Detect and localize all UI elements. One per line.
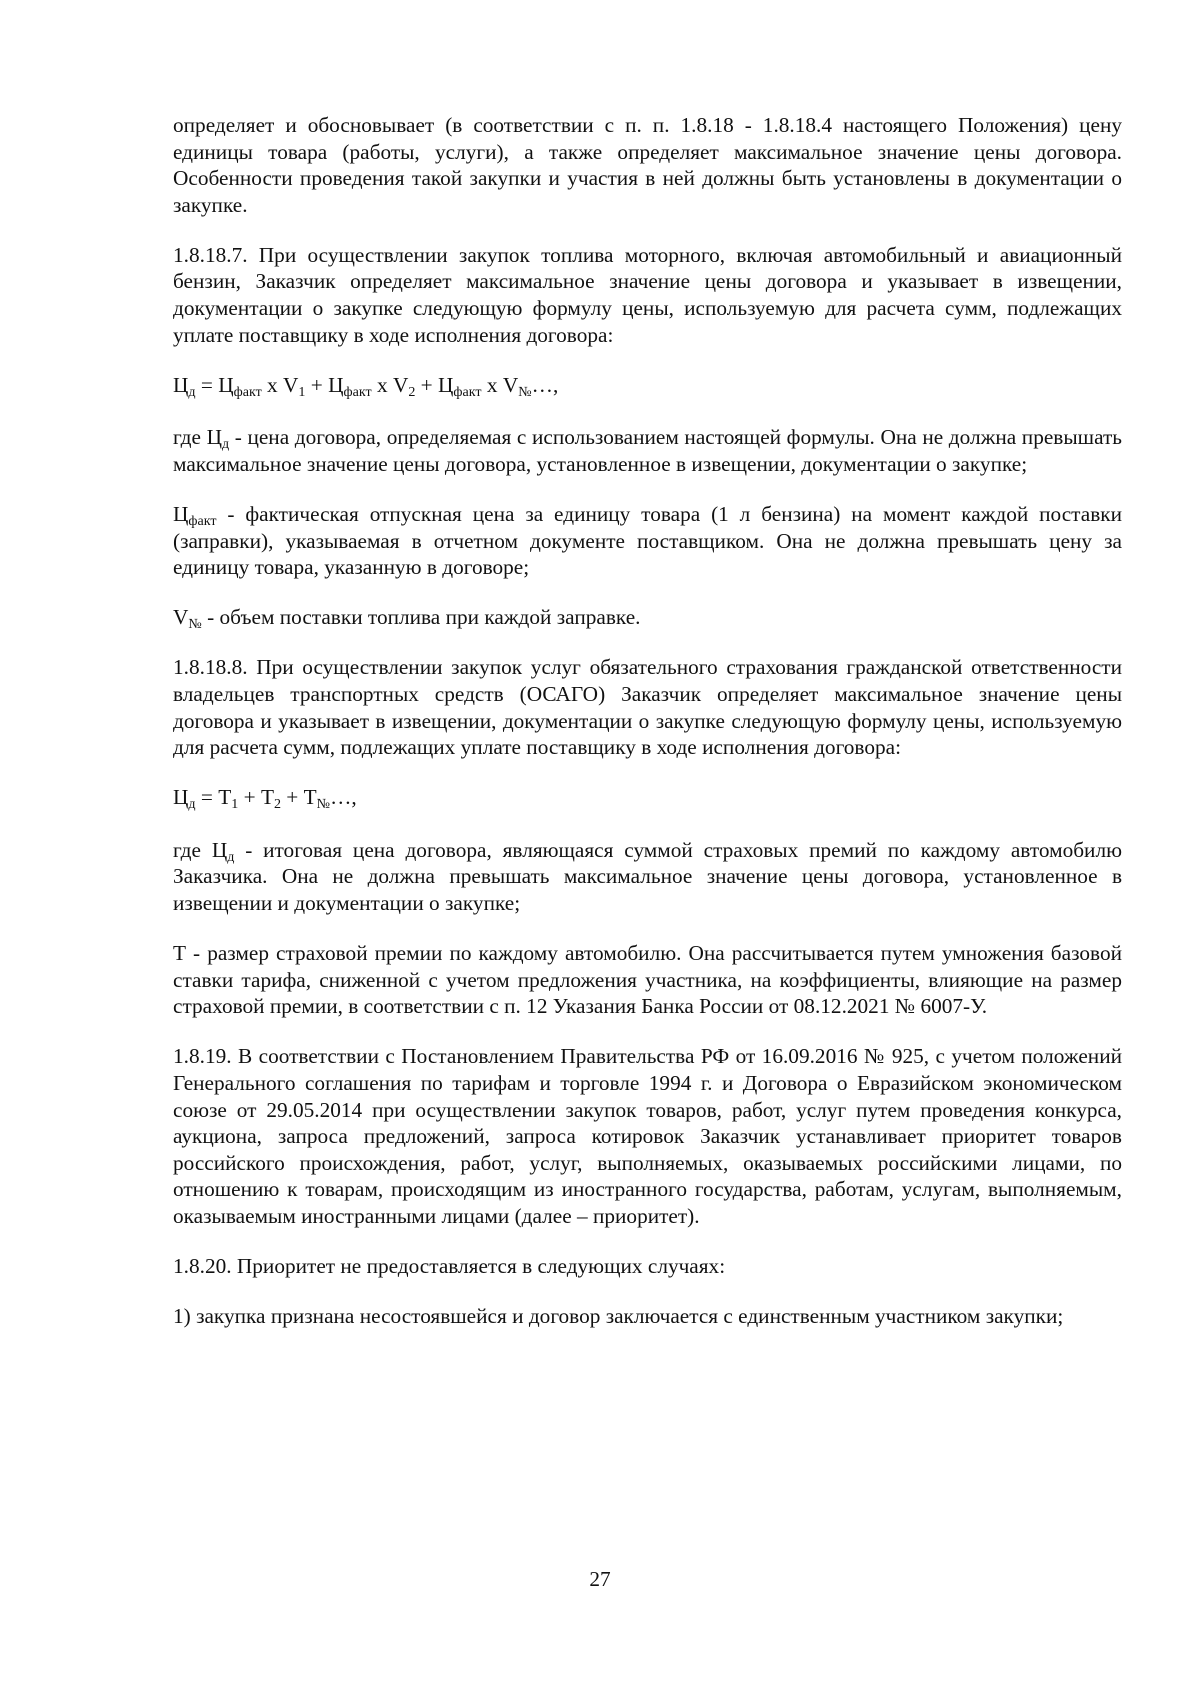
paragraph-clause-1-8-19: 1.8.19. В соответствии с Постановлением Правительства РФ от 16.09.2016 № 925, с учетом положений Генерального соглашения по тарифам и торговле 1994 г. и Договора о Евразийском экономическом союзе от 29.05.2014 при осуществлении закупок товаров, работ, услуг путем проведения конкурса, аукциона, запроса предложений, запроса котировок Заказчик устанавливает приоритет товаров российского происхождения, работ, услуг, выполняемых, оказываемых российскими лицами, по отношению к товарам, происходящим из иностранного государства, работам, услугам, выполняемым, оказываемым иностранными лицами (далее – приоритет). [173, 1044, 1122, 1228]
paragraph-definition-volume: $V_№$ - объем поставки топлива при каждой заправке. [173, 605, 641, 633]
paragraph-clause-1-8-20: 1.8.20. Приоритет не предоставляется в следующих случаях: [173, 1254, 726, 1279]
osago-price-formula: $Ц_д = Т_1 + Т_2$ + $Т_№\dots$, [173, 785, 357, 813]
paragraph-list-item-1: 1) закупка признана несостоявшейся и договор заключается с единственным участником закупки; [173, 1304, 1064, 1329]
paragraph-clause-1-8-18-8: 1.8.18.8. При осуществлении закупок услуг обязательного страхования гражданской ответственности владельцев транспортных средств (ОСАГО) Заказчик определяет максимальное значение цены договора и указывает в извещении, документации о закупке следующую формулу цены, используемую для расчета сумм, подлежащих уплате поставщику в ходе исполнения договора: [173, 655, 1122, 760]
paragraph: определяет и обосновывает (в соответствии с п. п. 1.8.18 - 1.8.18.4 настоящего Положения) цену единицы товара (работы, услуги), а также определяет максимальное значение цены договора. Особенности проведения такой закупки и участия в ней должны быть установлены в документации о закупке. [173, 113, 1122, 217]
paragraph-definition-total-price: где $Ц_д$ - итоговая цена договора, являющаяся суммой страховых премий по каждому автомобилю Заказчика. Она не должна превышать максимальное значение цены договора, установленное в извещении и документации о закупке; [173, 837, 1122, 916]
paragraph-definition-premium: Т - размер страховой премии по каждому автомобилю. Она рассчитывается путем умножения базовой ставки тарифа, сниженной с учетом предложения участника, на коэффициенты, влияющие на размер страховой премии, в соответствии с п. 12 Указания Банка России от 08.12.2021 № 6007-У. [173, 941, 1122, 1019]
paragraph-clause-1-8-18-7: 1.8.18.7. При осуществлении закупок топлива моторного, включая автомобильный и авиационный бензин, Заказчик определяет максимальное значение цены договора и указывает в извещении, документации о закупке следующую формулу цены, используемую для расчета сумм, подлежащих уплате поставщику в ходе исполнения договора: [173, 242, 1122, 347]
document-body [173, 112, 1122, 1353]
fuel-price-formula: $Ц_д = Ц_{факт}$ х $V_1 + Ц_{факт}$ х $V_2 + Ц_{факт}$ х $V_№\dots$, [173, 372, 559, 400]
page-number: 27 [589, 1567, 611, 1591]
paragraph-definition-price: где $Ц_д$ - цена договора, определяемая с использованием настоящей формулы. Она не должна превышать максимальное значение цены договора, установленное в извещении, документации о закупке; [173, 425, 1122, 476]
paragraph-definition-fact-price: $Ц_{факт}$ - фактическая отпускная цена за единицу товара (1 л бензина) на момент каждой поставки (заправки), указываемая в отчетном документе поставщиком. Она не должна превышать цену за единицу товара, указанную в договоре; [173, 502, 1122, 580]
